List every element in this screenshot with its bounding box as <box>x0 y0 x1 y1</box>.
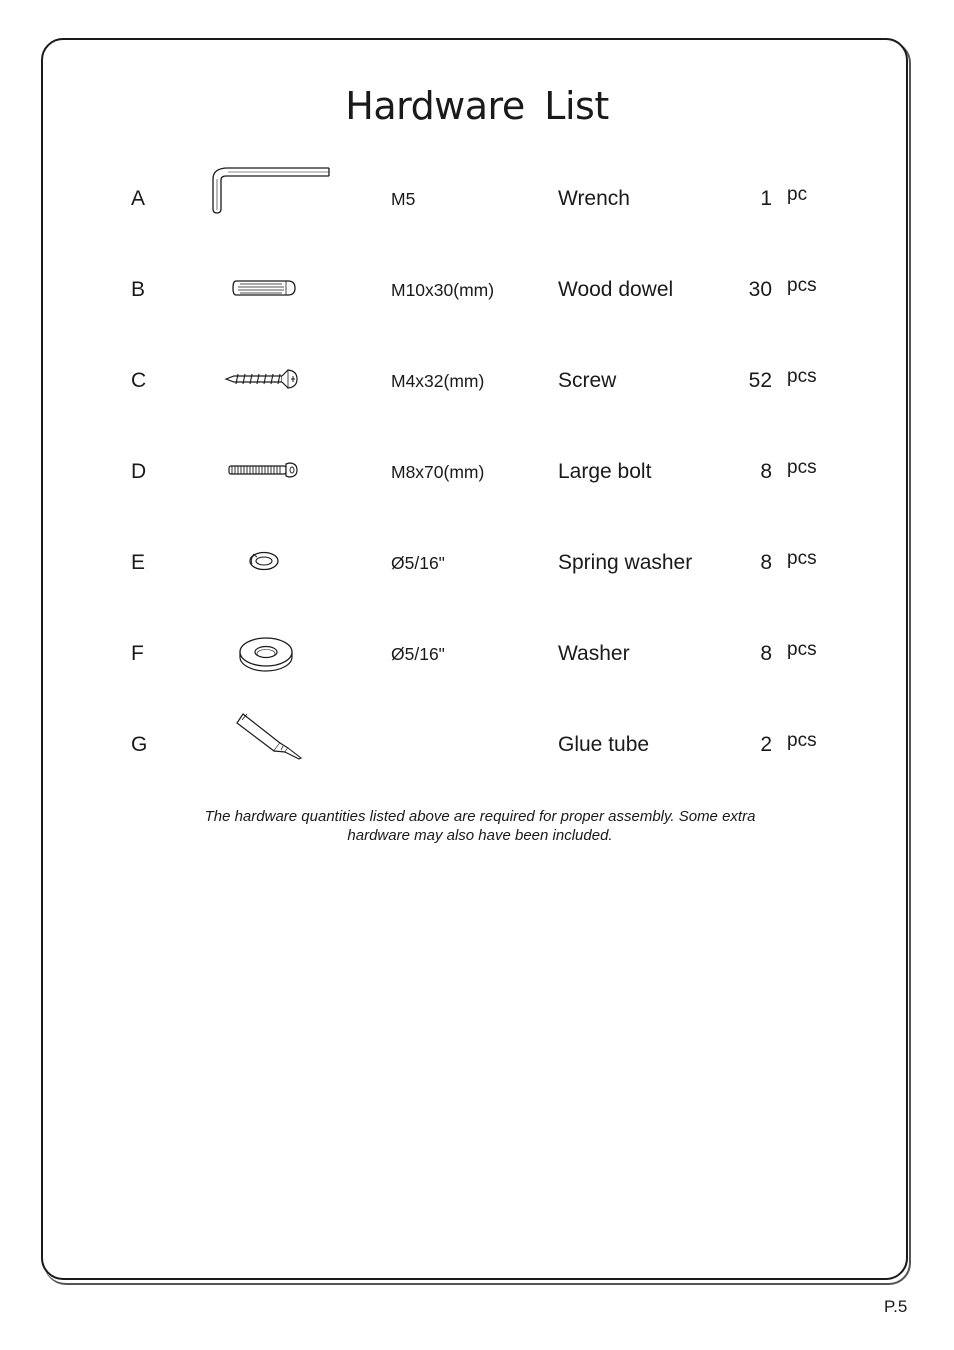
item-letter: E <box>131 551 146 574</box>
item-letter: A <box>131 187 146 210</box>
item-unit: pcs <box>787 366 817 387</box>
wood-dowel-icon <box>200 256 340 316</box>
item-quantity: 1 <box>760 187 772 210</box>
item-name: Wood dowel <box>558 278 674 301</box>
item-quantity: 30 <box>748 278 772 301</box>
item-name: Glue tube <box>558 733 650 756</box>
bolt-icon <box>200 438 340 498</box>
item-quantity: 8 <box>760 551 772 574</box>
page-number: P.5 <box>884 1297 908 1316</box>
screw-icon <box>200 347 340 407</box>
item-unit: pcs <box>787 548 817 569</box>
item-quantity: 2 <box>760 733 772 756</box>
hardware-row-b <box>0 275 954 338</box>
page-title: Hardware List <box>345 84 609 128</box>
item-name: Washer <box>558 642 630 665</box>
hardware-row-e <box>0 548 954 611</box>
item-spec: M8x70(mm) <box>391 462 485 482</box>
hardware-row-a <box>0 184 954 247</box>
assembly-note: The hardware quantities listed above are required for proper assembly. Some extra hardware may also have been included. <box>204 808 756 844</box>
item-quantity: 52 <box>748 369 772 392</box>
item-unit: pcs <box>787 457 817 478</box>
allen-wrench-icon <box>200 165 340 225</box>
item-unit: pcs <box>787 639 817 660</box>
item-unit: pcs <box>787 275 817 296</box>
item-letter: G <box>131 733 148 756</box>
glue-tube-icon <box>200 711 340 771</box>
item-letter: B <box>131 278 146 301</box>
hardware-row-d <box>0 457 954 520</box>
washer-icon <box>200 620 340 680</box>
item-spec: M4x32(mm) <box>391 371 485 391</box>
item-name: Large bolt <box>558 460 652 483</box>
hardware-row-g <box>0 730 954 793</box>
item-spec: M5 <box>391 189 416 209</box>
item-spec: Ø5/16" <box>391 553 445 573</box>
spring-washer-icon <box>200 529 340 589</box>
item-unit: pc <box>787 184 808 205</box>
item-name: Screw <box>558 369 617 392</box>
item-quantity: 8 <box>760 642 772 665</box>
hardware-row-c <box>0 366 954 429</box>
item-letter: F <box>131 642 144 665</box>
item-quantity: 8 <box>760 460 772 483</box>
item-spec: Ø5/16" <box>391 644 445 664</box>
item-spec: M10x30(mm) <box>391 280 495 300</box>
item-name: Spring washer <box>558 551 693 574</box>
item-letter: D <box>131 460 147 483</box>
item-name: Wrench <box>558 187 630 210</box>
item-unit: pcs <box>787 730 817 751</box>
hardware-row-f <box>0 639 954 702</box>
item-letter: C <box>131 369 147 392</box>
